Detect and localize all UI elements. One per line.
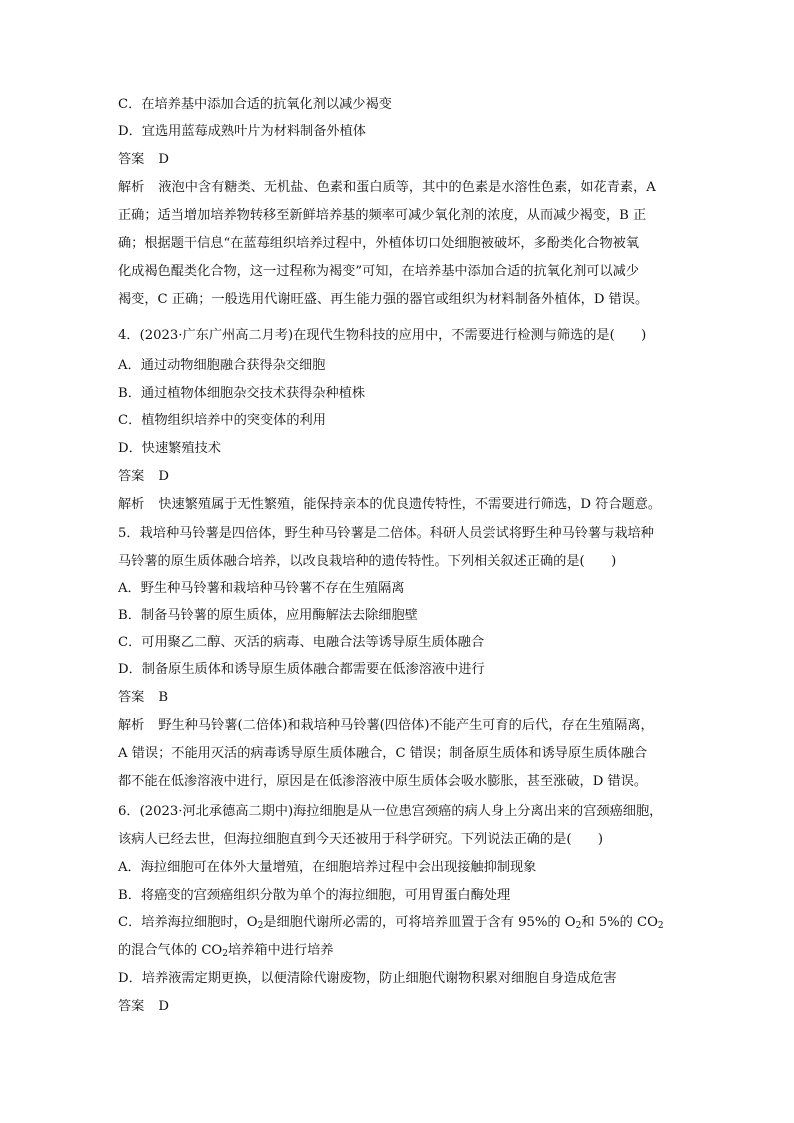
q4-option-b: B．通过植物体细胞杂交技术获得杂种植株 bbox=[118, 386, 366, 401]
answer-value: D bbox=[158, 999, 169, 1014]
answer-label: 答案 bbox=[118, 469, 145, 484]
answer-value: B bbox=[158, 690, 169, 705]
q5-stem-line: 5．栽培种马铃薯是四倍体，野生种马铃薯是二倍体。科研人员尝试将野生种马铃薯与栽培种 bbox=[118, 526, 654, 541]
q6-option-c-continued: 的混合气体的 $CO_2$培养箱中进行培养 bbox=[118, 943, 334, 959]
q6-stem-line: 6．(2023·河北承德高二期中)海拉细胞是从一位患宫颈癌的病人身上分离出来的宫颈癌细胞， bbox=[118, 804, 663, 819]
q6-option-a: A．海拉细胞可在体外大量增殖，在细胞培养过程中会出现接触抑制现象 bbox=[118, 860, 537, 875]
q6-answer bbox=[118, 997, 169, 1017]
q5-option-c: C．可用聚乙二醇、灭活的病毒、电融合法等诱导原生质体融合 bbox=[118, 635, 485, 650]
q5-explanation-line: 解析 野生种马铃薯(二倍体)和栽培种马铃薯(四倍体)不能产生可育的后代，存在生殖隔离， bbox=[118, 718, 654, 733]
q5-option-b: B．制备马铃薯的原生质体，应用酶解法去除细胞壁 bbox=[118, 608, 418, 623]
answer-label: 答案 bbox=[118, 999, 145, 1014]
q5-explanation-line: A 错误；不能用灭活的病毒诱导原生质体融合，C 错误；制备原生质体和诱导原生质体融合 bbox=[118, 746, 648, 761]
q4-answer bbox=[118, 467, 169, 487]
q3-explanation-line: 化成褐色醌类化合物，这一过程称为褐变”可知，在培养基中添加合适的抗氧化剂可以减少 bbox=[118, 264, 640, 279]
q5-stem-line: 马铃薯的原生质体融合培养，以改良栽培种的遗传特性。下列相关叙述正确的是( ) bbox=[118, 554, 617, 569]
q4-option-a: A．通过动物细胞融合获得杂交细胞 bbox=[118, 358, 326, 373]
q4-option-d: D．快速繁殖技术 bbox=[118, 441, 221, 456]
answer-label: 答案 bbox=[118, 690, 145, 705]
q3-explanation-line: 褐变，C 正确；一般选用代谢旺盛、再生能力强的器官或组织为材料制备外植体，D 错误。 bbox=[118, 292, 649, 307]
q6-stem-line: 该病人已经去世，但海拉细胞直到今天还被用于科学研究。下列说法正确的是( ) bbox=[118, 832, 604, 847]
explanation-label: 解析 bbox=[118, 497, 145, 512]
q4-explanation: 解析 快速繁殖属于无性繁殖，能保持亲本的优良遗传特性，不需要进行筛选，D 符合题意。 bbox=[118, 497, 662, 512]
answer-value: D bbox=[158, 152, 169, 167]
explanation-label: 解析 bbox=[118, 718, 145, 733]
q3-explanation-line: 确；根据题干信息“在蓝莓组织培养过程中，外植体切口处细胞被破坏，多酚类化合物被氧 bbox=[118, 236, 640, 251]
q3-option-d: D．宜选用蓝莓成熟叶片为材料制备外植体 bbox=[118, 124, 366, 139]
q4-option-c: C．植物组织培养中的突变体的利用 bbox=[118, 413, 326, 428]
q3-explanation-line: 解析 液泡中含有糖类、无机盐、色素和蛋白质等，其中的色素是水溶性色素，如花青素，A bbox=[118, 180, 656, 195]
q3-option-c: C．在培养基中添加合适的抗氧化剂以减少褐变 bbox=[118, 97, 392, 112]
q5-explanation-line: 都不能在低渗溶液中进行，原因是在低渗溶液中原生质体会吸水膨胀，甚至涨破，D 错误。 bbox=[118, 774, 648, 789]
q6-option-c: C．培养海拉细胞时，$O_2$是细胞代谢所必需的，可将培养皿置于含有 95%的 $O_2$和 5%的 $CO_2$ bbox=[118, 915, 664, 931]
q3-answer bbox=[118, 150, 169, 170]
answer-value: D bbox=[158, 469, 169, 484]
q6-option-d: D．培养液需定期更换，以便清除代谢废物，防止细胞代谢物积累对细胞自身造成危害 bbox=[118, 971, 617, 986]
answer-label: 答案 bbox=[118, 152, 145, 167]
q5-option-d: D．制备原生质体和诱导原生质体融合都需要在低渗溶液中进行 bbox=[118, 662, 485, 677]
q5-answer bbox=[118, 688, 168, 708]
q6-option-b: B．将癌变的宫颈癌组织分散为单个的海拉细胞，可用胃蛋白酶处理 bbox=[118, 888, 511, 903]
q5-option-a: A．野生种马铃薯和栽培种马铃薯不存在生殖隔离 bbox=[118, 581, 405, 596]
explanation-label: 解析 bbox=[118, 180, 145, 195]
q4-stem: 4．(2023·广东广州高二月考)在现代生物科技的应用中，不需要进行检测与筛选的是( ) bbox=[118, 328, 647, 343]
q3-explanation-line: 正确；适当增加培养物转移至新鲜培养基的频率可减少氧化剂的浓度，从而减少褐变，B 正 bbox=[118, 208, 647, 223]
